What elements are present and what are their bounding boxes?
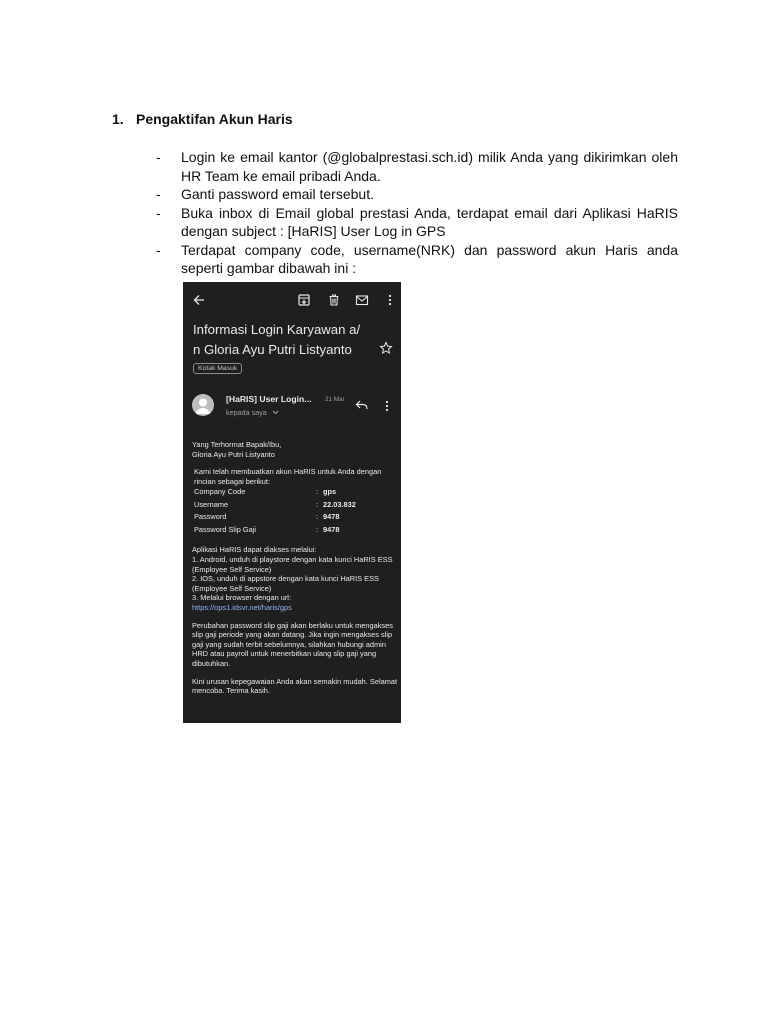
reply-icon[interactable] [355,399,369,411]
table-row: Password Slip Gaji : 9478 [194,524,340,534]
section-number: 1. [112,111,124,127]
table-row: Password : 9478 [194,512,340,522]
sender-name: [HaRIS] User Login... [226,394,312,404]
star-icon[interactable] [379,341,393,355]
access-instructions: Aplikasi HaRIS dapat diakses melalui: 1. Android, unduh di playstore dengan kata kunci HaRIS ESS (Employee Self Service) 2. IOS, unduh di appstore dengan kata kunci HaRIS ESS (Employee Self Service) 3. Melalui browser dengan url: https://ops1.idsvr.net/haris/gps [192,545,393,612]
chevron-down-icon [272,410,279,415]
arrow-left-icon[interactable] [192,293,206,307]
trash-icon[interactable] [327,293,341,307]
email-date: 21 Mar [325,396,345,403]
email-subject: Informasi Login Karyawan a/ n Gloria Ayu Putri Listyanto [193,322,361,357]
note-text: Perubahan password slip gaji akan berlaku untuk mengakses slip gaji periode yang akan datang. Jika ingin mengakses slip gaji yang sudah terbit sebelumnya, silahkan hubungi admin HRD atau payroll untuk menerbitkan ulang slip gaji yang dibutuhkan. [192,620,393,668]
more-vertical-icon[interactable] [383,293,397,307]
list-item: - Ganti password email tersebut. [156,186,374,202]
closing-text: Kini urusan kepegawaian Anda akan semakin mudah. Selamat mencoba. Terima kasih. [192,676,398,696]
email-body [192,440,397,704]
envelope-icon[interactable] [355,293,369,307]
greeting: Yang Terhormat Bapak/Ibu, Gloria Ayu Putri Listyanto [192,440,282,459]
list-item: - Terdapat company code, username(NRK) dan password akun Haris anda seperti gambar dibawah ini : [156,241,678,276]
label-chip[interactable]: Kotak Masuk [193,363,242,374]
avatar-icon [192,394,214,416]
email-screenshot [183,282,401,723]
section-title: Pengaktifan Akun Haris [136,111,293,127]
list-item: - Login ke email kantor (@globalprestasi.sch.id) milik Anda yang dikirimkan oleh HR Team ke email pribadi Anda. [156,149,678,184]
section-heading [112,111,293,127]
list-item: - Buka inbox di Email global prestasi Anda, terdapat email dari Aplikasi HaRIS dengan subject : [HaRIS] User Log in GPS [156,204,678,239]
table-row: Username : 22.03.832 [194,499,356,509]
archive-icon[interactable] [297,293,311,307]
haris-url-link[interactable]: https://ops1.idsvr.net/haris/gps [192,602,292,612]
table-row: Company Code : gps [194,487,337,497]
email-toolbar [183,282,401,318]
instruction-list [156,148,678,278]
recipient-line[interactable]: kepada saya [226,408,279,417]
more-vertical-icon[interactable] [385,399,389,413]
credentials-table [194,487,397,537]
intro-text: Kami telah membuatkan akun HaRIS untuk Anda dengan rincian sebagai berikut: [194,467,382,486]
